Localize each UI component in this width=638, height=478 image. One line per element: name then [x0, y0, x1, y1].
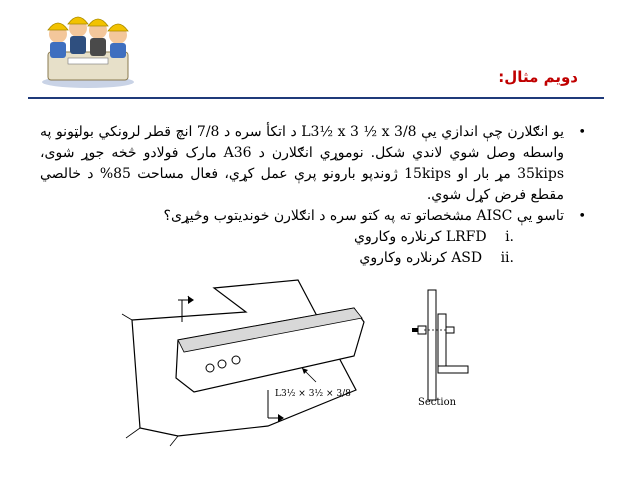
sub-item-1-text: کرنلاره وکاروي [354, 229, 442, 245]
paragraph-1-text: يو انګلارن چې اندازي يې L3½ x 3 ½ x 3/8 د اتکأ سره د 7/8 انچ قطر لرونکي بولټونو په واسطه وصل شوي لاندي شکل. نوموړي انګلارن د A36 مارک فولادو څخه جوړ شوی، 35kips مړ بار او 15kips ژوندپو بارونو پرې عمل کړي، فعال مساحت 85% د خالصي مقطع فرض کړل شوي. [40, 124, 565, 203]
bullet-2: • [578, 209, 586, 224]
workers-meeting-logo [38, 8, 138, 90]
sub-item-2-number: .ii [500, 250, 514, 266]
gusset-plate-connection-diagram [118, 278, 388, 448]
sub-item-2-text: کرنلاره وکاروي [359, 250, 447, 266]
title-divider [28, 97, 604, 99]
slide-body [40, 122, 586, 269]
sub-item-2 [40, 248, 586, 269]
sub-item-1 [40, 227, 586, 248]
paragraph-1 [40, 122, 586, 206]
sub-item-1-code: LRFD [445, 229, 487, 245]
paragraph-2-text: تاسو يې AISC مشخصاتو ته په کتو سره د انګلارن خونديتوب وڅيړی؟ [163, 208, 564, 224]
bullet-1: • [578, 125, 586, 140]
slide-title: دويم مثال: [498, 68, 578, 86]
angle-size-label: L3½ × 3½ × 3/8 [275, 389, 351, 399]
paragraph-2 [40, 206, 586, 227]
section-label: Section [418, 397, 457, 408]
sub-item-2-code: ASD [451, 250, 483, 266]
sub-item-1-number: .i [505, 229, 514, 245]
